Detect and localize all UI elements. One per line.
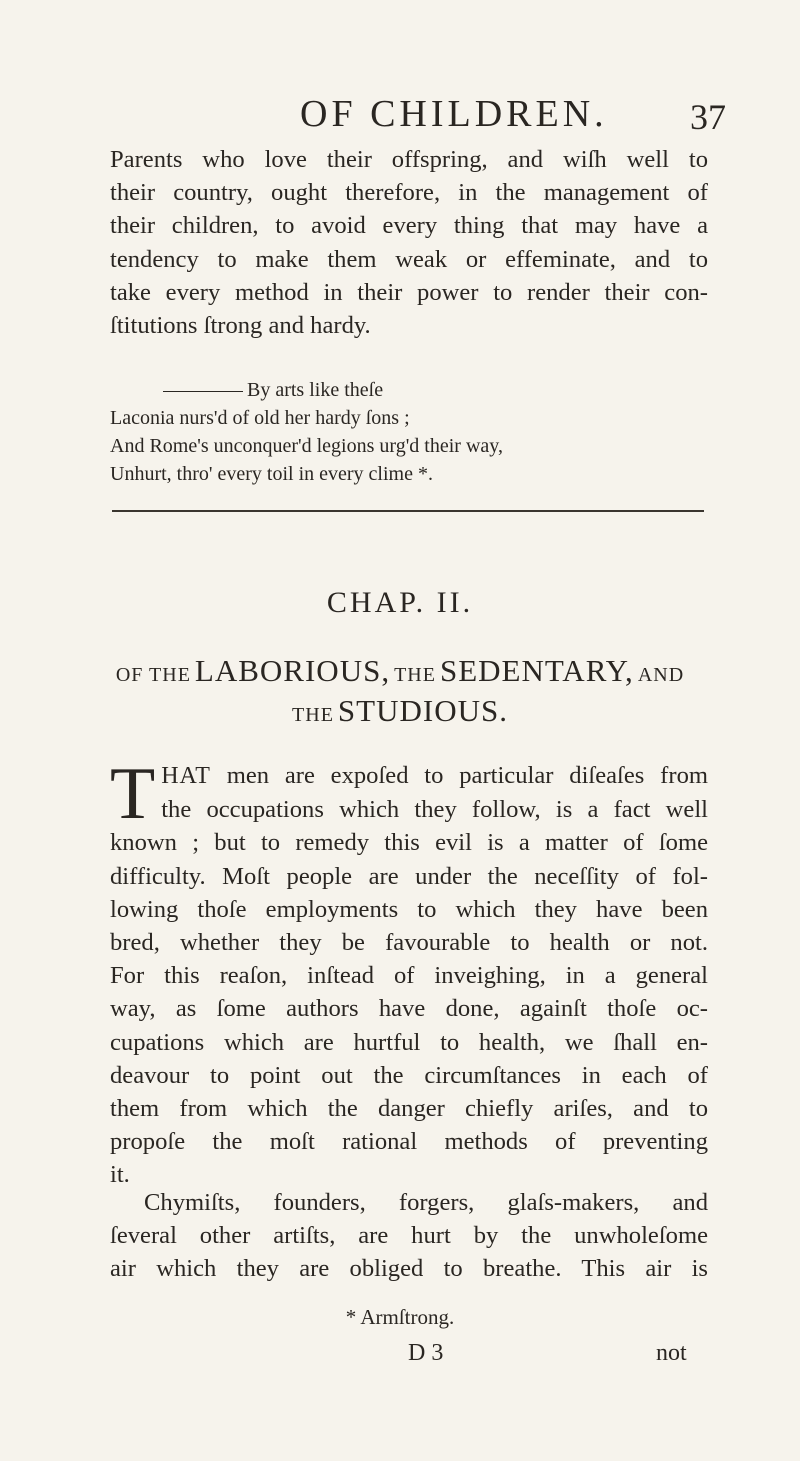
- title-word: THE: [292, 704, 334, 726]
- text-line: Parents who love their offspring, and wiſh well to: [110, 146, 708, 173]
- chapter-title-line-1: [0, 653, 800, 689]
- em-dash-rule: [163, 391, 243, 392]
- text-line: it.: [110, 1161, 130, 1189]
- text-line: the occupations which they follow, is a fact well: [161, 796, 708, 824]
- text-line: take every method in their power to render their con-: [110, 278, 708, 306]
- title-word: LABORIOUS,: [194, 653, 391, 688]
- verse-quotation: [110, 376, 710, 488]
- text-line: air which they are obliged to breathe. This air is: [110, 1255, 708, 1283]
- text-line: known ; but to remedy this evil is a matter of ſome: [110, 829, 708, 857]
- text-line: ſtitutions ſtrong and hardy.: [110, 312, 371, 340]
- text-line: lowing thoſe employments to which they have been: [110, 895, 708, 923]
- title-word: STUDIOUS.: [337, 693, 508, 728]
- title-word: OF THE: [115, 664, 191, 686]
- verse-line: Unhurt, thro' every toil in every clime *.: [110, 463, 433, 485]
- drop-cap: T: [110, 753, 156, 835]
- catchword: not: [656, 1340, 687, 1366]
- text-line: way, as ſome authors have done, againſt thoſe oc-: [110, 995, 708, 1023]
- paragraph-that-men: [110, 753, 708, 1192]
- chapter-number: CHAP. II.: [326, 586, 474, 619]
- verse-line: By arts like theſe: [110, 376, 710, 404]
- text-line: deavour to point out the circumſtances in each of: [110, 1061, 708, 1089]
- chapter-divider-rule: [112, 510, 704, 512]
- text-line: bred, whether they be favourable to health or not.: [110, 929, 708, 957]
- text-line: difficulty. Moſt people are under the neceſſity of fol-: [110, 862, 708, 890]
- title-word: THE: [394, 664, 436, 686]
- text-line: Chymiſts, founders, forgers, glaſs-makers, and: [144, 1189, 708, 1216]
- chapter-title-line-2: [0, 693, 800, 729]
- verse-line: Laconia nurs'd of old her hardy ſons ;: [110, 407, 410, 429]
- text-line: them from which the danger chiefly ariſes, and to: [110, 1095, 708, 1123]
- text-line: For this reaſon, inſtead of inveighing, in a general: [110, 962, 708, 990]
- text-line: HAT men are expoſed to particular diſeaſes from: [161, 762, 708, 789]
- text-line: tendency to make them weak or effeminate, and to: [110, 245, 708, 273]
- text-line: their country, ought therefore, in the management of: [110, 179, 708, 207]
- verse-line: And Rome's unconquer'd legions urg'd their way,: [110, 435, 503, 457]
- text-line: their children, to avoid every thing that may have a: [110, 212, 708, 240]
- title-word: SEDENTARY,: [439, 653, 634, 688]
- title-word: AND: [637, 664, 685, 686]
- running-title: OF CHILDREN.: [300, 93, 608, 135]
- paragraph-parents: [110, 143, 708, 342]
- text-line: propoſe the moſt rational methods of preventing: [110, 1128, 708, 1156]
- footnote: * Armſtrong.: [345, 1305, 455, 1329]
- page-number: 37: [690, 97, 726, 137]
- signature-mark: D 3: [408, 1340, 444, 1366]
- text-line: cupations which are hurtful to health, we ſhall en-: [110, 1028, 708, 1056]
- paragraph-chymists: [110, 1186, 708, 1286]
- text-line: ſeveral other artiſts, are hurt by the unwholeſome: [110, 1222, 708, 1250]
